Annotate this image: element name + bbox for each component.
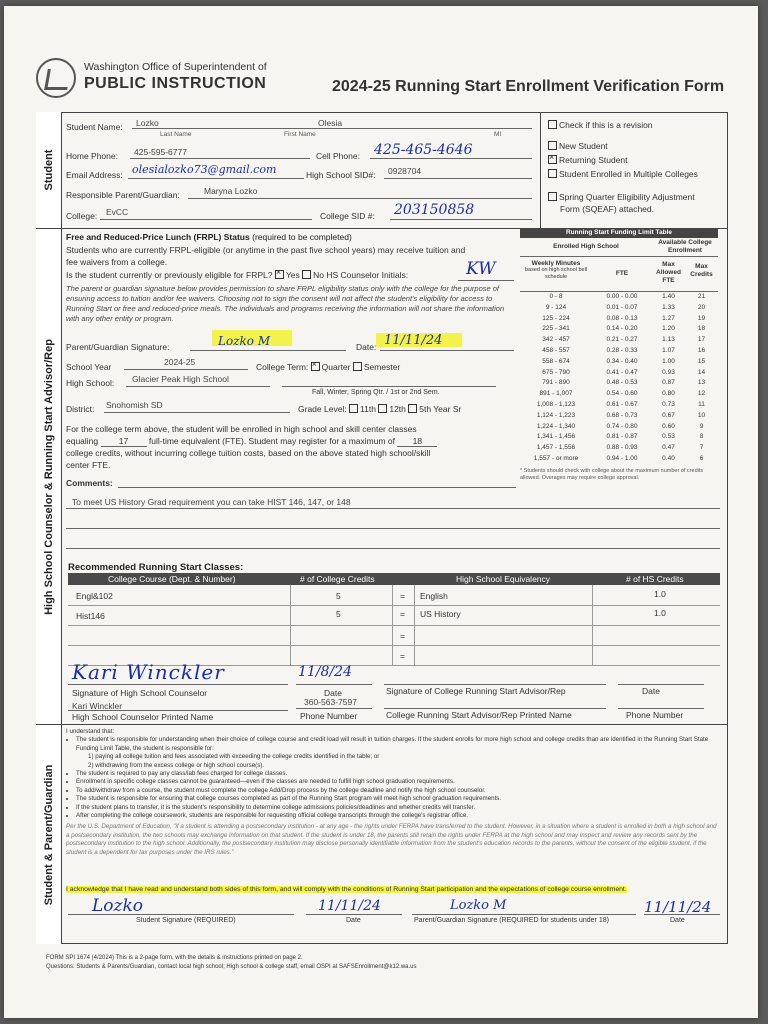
- table-cell: 791 - 890: [542, 379, 570, 387]
- frpl-line1: Students who are currently FRPL-eligible (or anytime in the past five school years) may receive tuition and: [66, 245, 466, 255]
- sig-line: [190, 350, 346, 351]
- term-line: [282, 386, 496, 387]
- table-cell: 0.01 - 0.07: [606, 303, 638, 311]
- name-line: [68, 710, 288, 711]
- fte-text-2: equaling 17 full-time equivalent (FTE). Student may register for a maximum of 18: [66, 436, 437, 447]
- spring-adjustment-note: Form (SQEAF) attached.: [560, 204, 654, 214]
- comments-line: [118, 487, 516, 488]
- checkbox-icon[interactable]: [353, 362, 362, 371]
- table-cell: 1,457 - 1,556: [536, 444, 576, 452]
- hs-credits-header: # of HS Credits: [626, 574, 684, 584]
- year-line: [124, 369, 248, 370]
- table-cell: 125 - 224: [542, 314, 570, 322]
- checkbox-icon: [548, 169, 557, 178]
- counselor-phone-value[interactable]: 360-563-7597: [304, 697, 357, 707]
- parent-signature[interactable]: Lozko M: [450, 898, 507, 913]
- column-divider: [290, 585, 291, 665]
- college-sid-line: [390, 219, 532, 220]
- acknowledgement-text: I understand that: • The student is responsible for understanding when their choice of college course and credit load will result in tuition charges. If the student enrolls for more high school and college credits than are identified in the Running Start State Funding Limit Table, the student is responsible for: 1) paying all college tuition and fees associated with exceeding the college credits identified in the table; or 2) withdrawing from the excess college or high school course(s). • The student is required to pay any class/lab fees charged for college classes. • Enrollment in specific college classes cannot be guaranteed—even if the classes are needed to fulfill high school graduation requirements. • To add/withdraw from a course, the student must complete the college Add/Drop process by the college deadline and notify the high school counselor. • The student is responsible for ensuring that college courses completed as part of the Running Start program will meet high school graduation requirements. • If the student plans to transfer, it is the student's responsibility to determine college admissions policies/deadlines and whether credits will transfer. • After completing the college coursework, students are responsible for requesting official college transcripts through the college's registrar office. Per the U.S. Department of Education, "if a student is attending a postsecondary institution - at any age - the rights under FERPA have transferred to the student. However, in a situation where a student is enrolled in both a high school and a postsecondary institution, the two schools may exchange information on that student. If the student is under 18, the parents still retain the rights under FERPA at the high school and may inspect and review any records sent by the postsecondary institution to the high school. Additionally, the postsecondary institution may disclose personally identifiable information from the student's education records to the parents, without the consent of the eligible student, if the student is a dependent for tax purposes under the IRS rules.": [66, 728, 718, 857]
- parent-frpl-signature[interactable]: Lozko M: [218, 334, 271, 348]
- frpl-date[interactable]: 11/11/24: [384, 333, 443, 348]
- table-cell: 891 - 1,007: [539, 390, 573, 398]
- funding-table-note: * Students should check with college about the maximum number of credits allowed. Overages may require college approval.: [520, 467, 704, 481]
- table-cell: 1.27: [662, 314, 675, 322]
- school-year-value[interactable]: 2024-25: [164, 357, 196, 367]
- table-row: [520, 324, 718, 335]
- equivalency-header: High School Equivalency: [456, 574, 551, 584]
- table-row: [520, 368, 718, 379]
- table-cell: 0.34 - 0.40: [606, 357, 638, 365]
- new-student-checkbox[interactable]: New Student: [548, 141, 608, 151]
- table-cell: 0.94 - 1.00: [606, 454, 638, 462]
- table-cell: 0 - 8: [549, 293, 563, 300]
- table-cell: 458 - 557: [542, 346, 570, 354]
- date-line: [306, 914, 402, 915]
- form-footer: FORM SPI 1674 (4/2024) This is a 2-page form, with the details & instructions printed on page 2. Questions: Students & Parents/Guardian, contact local high school; High school & college staff, email OSPI at SAFSEnrollment@k12.wa.us: [46, 955, 417, 970]
- available-enrollment-header: Available College Enrollment: [658, 239, 712, 254]
- table-row: [520, 357, 718, 368]
- hs-sid-value[interactable]: 0928704: [388, 166, 422, 176]
- table-cell: 675 - 790: [542, 368, 570, 376]
- table-cell: 0.47: [662, 444, 675, 452]
- column-divider: [592, 585, 593, 665]
- last-name-label: Last Name: [160, 131, 192, 138]
- table-cell: 0.14 - 0.20: [606, 325, 638, 333]
- table-cell: 21: [697, 293, 706, 300]
- multiple-colleges-checkbox[interactable]: Student Enrolled in Multiple Colleges: [548, 169, 698, 179]
- comments-line: [66, 508, 720, 509]
- checkbox-icon: [548, 120, 557, 129]
- table-cell: 1.00: [662, 357, 675, 365]
- comments-line: [66, 548, 720, 549]
- college-sig-label: Signature of College Running Start Advisor/Rep: [386, 686, 566, 696]
- phone-label: Phone Number: [300, 711, 358, 721]
- table-row: =: [68, 645, 720, 666]
- enrolled-hs-header: Enrolled High School: [553, 243, 619, 250]
- table-cell: 0.40: [662, 454, 675, 462]
- sig-line: [412, 914, 636, 915]
- guardian-label: Responsible Parent/Guardian:: [66, 190, 180, 200]
- funding-table-title: Running Start Funding Limit Table: [520, 228, 718, 238]
- checkbox-checked-icon[interactable]: [311, 362, 320, 371]
- phone-line: [296, 708, 372, 709]
- table-cell: 0.28 - 0.33: [606, 346, 638, 354]
- frpl-question: Is the student currently or previously eligible for FRPL? × Yes No HS Counselor Initials:: [66, 270, 408, 280]
- table-row: Engl&102 5 = English 1.0: [68, 585, 720, 606]
- acknowledgement-statement: I acknowledge that I have read and understand both sides of this form, and will comply with the conditions of Running Start participation and the expectations of college course enrollment.: [66, 886, 627, 893]
- table-cell: 225 - 341: [542, 325, 570, 333]
- student-name-label: Student Name:: [66, 122, 123, 132]
- table-cell: 1.07: [662, 346, 675, 354]
- phone-label: Phone Number: [626, 710, 684, 720]
- checkbox-icon[interactable]: [378, 404, 387, 413]
- table-cell: 1,124 - 1,223: [536, 411, 576, 419]
- table-cell: 6: [699, 454, 704, 462]
- table-cell: 17: [697, 336, 706, 344]
- column-divider: [392, 585, 393, 665]
- revision-checkbox[interactable]: Check if this is a revision: [548, 120, 653, 130]
- date-label: Date: [642, 686, 660, 696]
- table-row: [520, 411, 718, 422]
- table-cell: 1.40: [662, 293, 675, 300]
- table-cell: 0.81 - 0.87: [606, 433, 638, 441]
- table-row: [520, 389, 718, 400]
- form-title: 2024-25 Running Start Enrollment Verification Form: [332, 78, 725, 95]
- frpl-line2: fee waivers from a college.: [66, 257, 168, 267]
- table-cell: 1.20: [662, 325, 675, 333]
- first-name-value[interactable]: Olesia: [318, 118, 343, 128]
- date-label: Date: [324, 688, 342, 698]
- school-year-label: School Year: [66, 362, 112, 372]
- initials-line: [458, 280, 514, 281]
- table-row: [520, 314, 718, 325]
- cell-phone-value[interactable]: 425-465-4646: [374, 142, 473, 158]
- first-name-label: First Name: [284, 131, 316, 138]
- table-cell: 342 - 457: [542, 336, 570, 344]
- cell-phone-label: Cell Phone:: [316, 151, 360, 161]
- guardian-value[interactable]: Maryna Lozko: [204, 186, 258, 196]
- parent-sig-label: Parent/Guardian Signature (REQUIRED for students under 18): [414, 917, 609, 924]
- parent-sig-label: Parent/Guardian Signature:: [66, 342, 170, 352]
- counselor-sig-date[interactable]: 11/8/24: [298, 664, 352, 680]
- date-line: [618, 684, 704, 685]
- funding-table-rows: [520, 292, 718, 465]
- last-name-value[interactable]: Lozko: [136, 118, 159, 128]
- email-line: [128, 178, 304, 179]
- table-cell: 0.53: [662, 433, 675, 441]
- table-cell: 558 - 674: [542, 357, 570, 365]
- table-cell: 14: [697, 368, 706, 376]
- email-value[interactable]: olesialozko73@gmail.com: [132, 163, 277, 176]
- table-cell: 10: [697, 411, 706, 419]
- section-label-counselor: High School Counselor & Running Start Advisor/Rep: [36, 228, 62, 724]
- divider: [36, 724, 728, 725]
- home-phone-value[interactable]: 425-595-6777: [134, 147, 187, 157]
- guardian-line: [188, 198, 532, 199]
- table-cell: 0.00 - 0.00: [606, 293, 638, 300]
- table-cell: 13: [697, 379, 706, 387]
- checkbox-icon: [548, 192, 557, 201]
- counselor-initials[interactable]: KW: [466, 259, 496, 279]
- college-sid-label: College SID #:: [320, 211, 375, 221]
- ospi-logo-icon: [36, 58, 76, 98]
- parent-sig-date[interactable]: 11/11/24: [644, 898, 712, 916]
- table-row: [520, 443, 718, 454]
- college-value[interactable]: EvCC: [106, 207, 129, 217]
- counselor-name-value[interactable]: Kari Winckler: [72, 701, 123, 711]
- table-cell: 1.33: [662, 303, 675, 311]
- table-row: [520, 378, 718, 389]
- counselor-signature[interactable]: Kari Winckler: [72, 660, 225, 684]
- table-cell: 12: [697, 390, 706, 398]
- cell-phone-line: [370, 158, 532, 159]
- max-credits-header: Max Credits: [690, 263, 713, 278]
- form-header: [36, 58, 726, 108]
- table-cell: 0.68 - 0.73: [606, 411, 638, 419]
- table-cell: 0.74 - 0.80: [606, 422, 638, 430]
- checkbox-icon[interactable]: [408, 404, 417, 413]
- table-cell: 19: [697, 314, 706, 322]
- frpl-date-label: Date:: [356, 342, 377, 352]
- comments-label: Comments:: [66, 478, 113, 488]
- table-cell: 1,008 - 1,123: [536, 400, 576, 408]
- term-note: Fall, Winter, Spring Qtr. / 1st or 2nd Sem.: [312, 389, 440, 396]
- checkbox-icon: [548, 141, 557, 150]
- hs-sid-line: [384, 178, 532, 179]
- table-cell: 8: [699, 433, 704, 441]
- table-cell: 7: [699, 444, 704, 452]
- district-line: [104, 412, 290, 413]
- college-label: College:: [66, 211, 98, 221]
- student-sig-label: Student Signature (REQUIRED): [136, 917, 236, 924]
- table-cell: 0.21 - 0.27: [606, 336, 638, 344]
- name-line: [132, 128, 532, 129]
- spring-adjustment-checkbox[interactable]: Spring Quarter Eligibility Adjustment: [548, 192, 695, 202]
- grade-level-label: Grade Level: 11th 12th 5th Year Sr: [298, 404, 462, 414]
- classes-title: Recommended Running Start Classes:: [68, 562, 244, 573]
- table-cell: 11: [698, 400, 705, 408]
- checkbox-icon[interactable]: [349, 404, 358, 413]
- frpl-permission: The parent or guardian signature below provides permission to share FRPL eligibility status only with the college for the purpose of ensuring access to tuition and/or fee waivers. Choosing not to sign the consent will not affect the student's eligibility for access to Running Start or free and reduced-price meals. The individuals and programs receiving the information will not share the information with any other entity or program.: [66, 284, 505, 323]
- section-label-parent: Student & Parent/Guardian: [36, 724, 62, 944]
- table-row: [520, 346, 718, 357]
- table-cell: 9: [699, 422, 704, 430]
- table-cell: 1.13: [662, 336, 675, 344]
- email-label: Email Address:: [66, 170, 123, 180]
- checkbox-icon[interactable]: [302, 270, 311, 279]
- table-cell: 18: [697, 325, 706, 333]
- fte-text-4: center FTE.: [66, 460, 111, 470]
- date-label: Date: [346, 917, 361, 924]
- fte-text-3: college credits, without incurring college tuition costs, based on the above stated high school/skill: [66, 448, 431, 458]
- table-cell: 0.48 - 0.53: [606, 379, 638, 387]
- table-cell: 0.54 - 0.60: [606, 390, 638, 398]
- table-row: [520, 303, 718, 314]
- table-cell: 1,557 - or more: [533, 454, 579, 462]
- credits-header: # of College Credits: [300, 574, 375, 584]
- table-cell: 16: [697, 346, 706, 354]
- college-sid-value[interactable]: 203150858: [394, 202, 475, 218]
- table-cell: 0.60: [662, 422, 675, 430]
- date-label: Date: [670, 917, 685, 924]
- column-divider: [414, 585, 415, 665]
- home-phone-label: Home Phone:: [66, 151, 118, 161]
- date-line: [296, 684, 372, 685]
- table-cell: 0.41 - 0.47: [606, 368, 638, 376]
- college-term-label: College Term: × Quarter Semester: [256, 362, 400, 372]
- date-line: [644, 914, 720, 915]
- max-fte-header: Max Allowed FTE: [656, 261, 681, 284]
- hs-sid-label: High School SID#:: [306, 170, 376, 180]
- course-header: College Course (Dept. & Number): [108, 574, 236, 584]
- agency-name-small: Washington Office of Superintendent of: [84, 61, 267, 73]
- checkbox-checked-icon: [548, 155, 557, 164]
- college-printed-label: College Running Start Advisor/Rep Printed Name: [386, 710, 572, 720]
- divider: [540, 112, 541, 228]
- table-row: Hist146 5 = US History 1.0: [68, 605, 720, 626]
- table-cell: 15: [697, 357, 706, 365]
- phone-line: [618, 708, 704, 709]
- sig-line: [68, 684, 288, 685]
- table-cell: 1,341 - 1,456: [536, 433, 576, 441]
- table-cell: 1,224 - 1,340: [536, 422, 576, 430]
- sig-line: [68, 914, 294, 915]
- comments-line: [66, 528, 720, 529]
- frpl-title: Free and Reduced-Price Lunch (FRPL) Status (required to be completed): [66, 232, 352, 242]
- classes-header: [68, 573, 720, 585]
- table-cell: 0.93: [662, 368, 675, 376]
- district-value[interactable]: Snohomish SD: [106, 400, 163, 410]
- checkbox-checked-icon[interactable]: [275, 270, 284, 279]
- table-row: =: [68, 625, 720, 646]
- table-cell: 0.73: [662, 400, 675, 408]
- college-line: [100, 219, 312, 220]
- agency-name: PUBLIC INSTRUCTION: [84, 75, 267, 92]
- table-cell: 0.67: [662, 411, 675, 419]
- table-row: [520, 454, 718, 465]
- table-row: [520, 292, 718, 303]
- section-label-student: Student: [36, 112, 62, 228]
- table-cell: 0.08 - 0.13: [606, 314, 638, 322]
- weekly-minutes-header: Weekly Minutes based on high school bell schedule: [524, 260, 588, 280]
- fte-text-1: For the college term above, the student will be enrolled in high school and skill center classes: [66, 424, 417, 434]
- home-phone-line: [130, 158, 310, 159]
- table-cell: 9 - 124: [545, 303, 567, 311]
- table-row: [520, 422, 718, 433]
- returning-student-checkbox[interactable]: ×Returning Student: [548, 155, 628, 165]
- high-school-value[interactable]: Glacier Peak High School: [132, 374, 229, 384]
- mi-label: MI: [494, 131, 502, 138]
- comments-value[interactable]: To meet US History Grad requirement you can take HIST 146, 147, or 148: [72, 497, 351, 507]
- table-cell: 0.87: [662, 379, 675, 387]
- fte-header: FTE: [615, 270, 629, 277]
- student-signature[interactable]: Lozko: [92, 896, 144, 916]
- table-row: [520, 335, 718, 346]
- high-school-label: High School:: [66, 378, 115, 388]
- date-line: [380, 350, 514, 351]
- sig-line: [384, 684, 606, 685]
- table-row: [520, 432, 718, 443]
- funding-limit-table: [520, 228, 718, 482]
- table-row: [520, 400, 718, 411]
- student-sig-date[interactable]: 11/11/24: [318, 898, 381, 914]
- hs-line: [126, 386, 270, 387]
- table-cell: 0.80: [662, 390, 675, 398]
- counselor-sig-label: Signature of High School Counselor: [72, 688, 208, 698]
- table-cell: 0.88 - 0.93: [606, 444, 638, 452]
- classes-table: [68, 585, 720, 665]
- counselor-printed-label: High School Counselor Printed Name: [72, 712, 214, 722]
- table-cell: 20: [697, 303, 706, 311]
- name-line: [384, 708, 606, 709]
- table-cell: 0.61 - 0.67: [606, 400, 638, 408]
- district-label: District:: [66, 404, 95, 414]
